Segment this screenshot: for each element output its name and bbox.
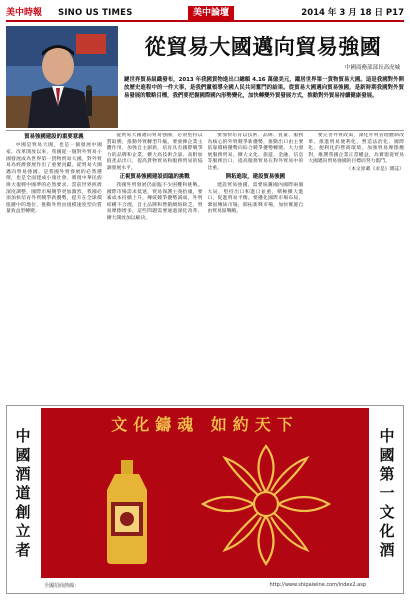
ad-footer [41, 579, 369, 591]
ad-left-vertical-text: 中 國 酒 道 創 立 者 [15, 426, 31, 559]
page-header [6, 6, 404, 22]
column-4 [308, 133, 404, 403]
ad-hotline: 全國招商熱線： [44, 582, 80, 589]
column-1 [6, 133, 102, 403]
brand-chinese: 美中時報 [6, 8, 43, 18]
ad-slogan: 文化鑄魂 如約天下 [111, 415, 299, 434]
article-end-note: （本文原載《求是》雜誌） [346, 166, 404, 172]
subheading: 貿易強國建設的重要意義 [24, 134, 84, 140]
author-photo [6, 26, 118, 128]
paragraph: 要加快培育以技術、品牌、質量、服務為核心的外貿競爭新優勢，推動出口由主要依靠價格優勢向綜合競爭優勢轉變。大力發展服務貿易，擴大文化、旅遊、金融、信息等服務出口，提高服務貿易在對外貿易中的比重。 [207, 133, 304, 171]
subheading: 開拓進取，建設貿易強國 [225, 173, 286, 180]
liquor-bottle-icon [97, 460, 157, 565]
paragraph: 中國是貿易大國，也是一個發展中國家。改革開放以來，我國從一個對外貿易小國發展成為世界第一貨物貿易大國，對外貿易為經濟發展作出了重要貢獻。從貿易大國邁向貿易強國，是我國外貿發展的必然選擇，也是全面建成小康社會、實現中華民族偉大復興中國夢的必然要求。當前世界經濟深度調整，國際市場競爭更加激烈，我國必須加快培育外貿競爭新優勢，提升在全球價值鏈中的地位，推動外貿由規模速度型向質量效益型轉變。 [6, 143, 102, 215]
article-body [6, 133, 404, 403]
ad-right-text [373, 412, 401, 574]
section-label: 美中論壇 [188, 6, 234, 20]
byline: 中國商務部部長高虎城 [344, 65, 400, 71]
paragraph: 我國外貿發展仍面臨不少困難和挑戰。國際市場需求低迷，貿易保護主義抬頭，要素成本持續上升，傳統競爭優勢減弱，外貿結構不合理，自主品牌和營銷網絡缺乏，貿易摩擦增多。這些問題需要通過深化改革、擴大開放加以解決。 [106, 182, 203, 221]
advertisement[interactable] [6, 405, 404, 594]
column-2 [107, 133, 203, 403]
column-3 [208, 133, 304, 403]
divider [6, 130, 404, 131]
ad-left-text [9, 412, 37, 574]
lede-paragraph: 鏈世界貿易組織發布，2013 年我國貨物進出口總額 4.16 萬億美元，躍居世界第一貨物貿易大國。這是我國對外開放歷史進程中的一件大事，是我們黨領導全國人民共同奮鬥的結果。從貿易大國邁向貿易強國，是新時期我國對外貿易發展的戰略目標，我們要把握國際國內形勢變化，加快轉變外貿發展方式，推動對外貿易持續健康發展。 [124, 77, 404, 100]
paragraph: 建設貿易強國，需要統籌國內國際兩個大局，堅持出口和進口並重，積極擴大進口，促進貿易平衡。要優化國際市場布局，鞏固傳統市場，開拓新興市場，加快實施自由貿易區戰略。 [207, 182, 304, 215]
ad-url-link[interactable]: http://www.shipaiwine.com/index2.asp [269, 582, 366, 588]
ad-banner [41, 408, 369, 578]
ad-right-vertical-text: 中 國 第 一 文 化 酒 [379, 426, 395, 559]
paragraph: 從貿易大國邁向貿易強國，必須堅持以質取勝，推動外貿轉型升級。要發揮企業主體作用，加強自主創新，培育具有國際競爭力的品牌和企業，擴大高技術含量、高附加值產品出口，提高貨物貿易和服務貿易的協調發展水平。 [106, 133, 203, 171]
brand-english: SINO US TIMES [58, 8, 133, 18]
subheading: 正視貿易強國建設面臨的挑戰 [119, 173, 190, 180]
headline: 從貿易大國邁向貿易強國 [144, 35, 382, 59]
paragraph: 要完善外貿政策，深化外貿管理體制改革，推進貿易便利化，營造法治化、國際化、便利化的營商環境。加強貿易摩擦應對，維護我國企業正當權益，為實現從貿易大國邁向貿易強國的目標而努力奮鬥。 [308, 133, 404, 165]
golden-flower-icon [191, 436, 341, 571]
issue-date: 2014 年 3 月 18 日 P17 [301, 8, 404, 18]
